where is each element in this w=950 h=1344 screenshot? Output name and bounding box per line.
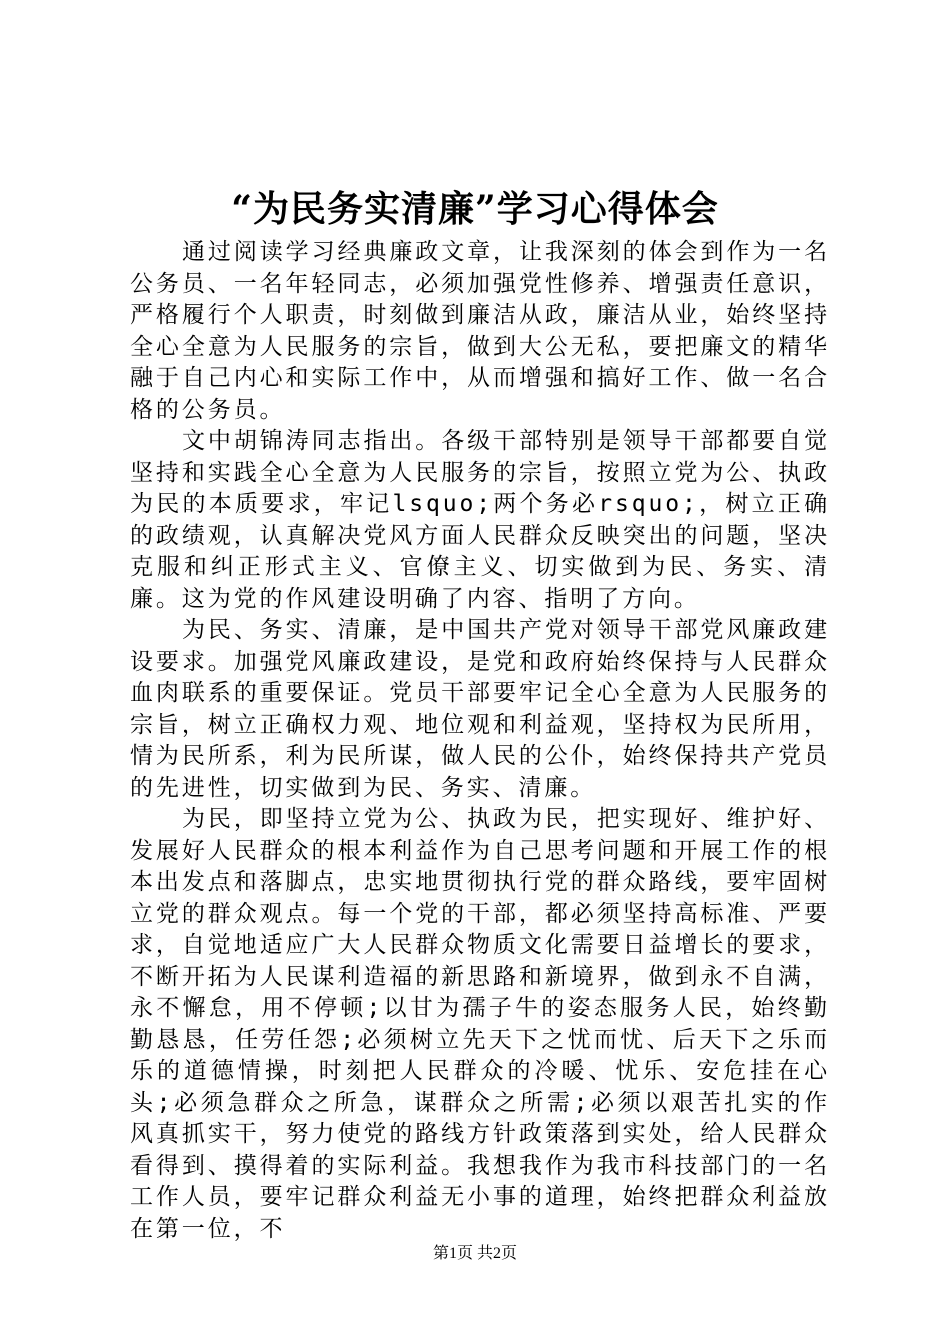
paragraph: 通过阅读学习经典廉政文章，让我深刻的体会到作为一名公务员、一名年轻同志，必须加强党性修养、增强责任意识，严格履行个人职责，时刻做到廉洁从政，廉洁从业，始终坚持全心全意为人民服务的宗旨，做到大公无私，要把廉文的精华融于自己内心和实际工作中，从而增强和搞好工作、做一名合格的公务员。 — [130, 239, 830, 423]
document-title: “为民务实清廉”学习心得体会 — [231, 188, 719, 230]
paragraph: 文中胡锦涛同志指出。各级干部特别是领导干部都要自觉坚持和实践全心全意为人民服务的宗旨，按照立党为公、执政为民的本质要求，牢记lsquo;两个务必rsquo;，树立正确的政绩观，认真解决党风方面人民群众反映突出的问题，坚决克服和纠正形式主义、官僚主义、切实做到为民、务实、清廉。这为党的作风建设明确了内容、指明了方向。 — [130, 428, 830, 612]
paragraph: 为民，即坚持立党为公、执政为民，把实现好、维护好、发展好人民群众的根本利益作为自己思考问题和开展工作的根本出发点和落脚点，忠实地贯彻执行党的群众路线，要牢固树立党的群众观点。每一个党的干部，都必须坚持高标准、严要求，自觉地适应广大人民群众物质文化需要日益增长的要求，不断开拓为人民谋利造福的新思路和新境界，做到永不自满，永不懈怠，用不停顿;以甘为孺子牛的姿态服务人民，始终勤勤恳恳，任劳任怨;必须树立先天下之忧而忧、后天下之乐而乐的道德情操，时刻把人民群众的冷暖、忧乐、安危挂在心头;必须急群众之所急，谋群众之所需;必须以艰苦扎实的作风真抓实干，努力使党的路线方针政策落到实处，给人民群众看得到、摸得着的实际利益。我想我作为我市科技部门的一名工作人员，要牢记群众利益无小事的道理，始终把群众利益放在第一位，不 — [130, 806, 830, 1242]
page-number-footer: 第1页 共2页 — [432, 1245, 517, 1262]
document-body — [130, 237, 830, 1245]
paragraph: 为民、务实、清廉，是中国共产党对领导干部党风廉政建设要求。加强党风廉政建设，是党和政府始终保持与人民群众血肉联系的重要保证。党员干部要牢记全心全意为人民服务的宗旨，树立正确权力观、地位观和利益观，坚持权为民所用，情为民所系，利为民所谋，做人民的公仆，始终保持共产党员的先进性，切实做到为民、务实、清廉。 — [130, 617, 830, 801]
